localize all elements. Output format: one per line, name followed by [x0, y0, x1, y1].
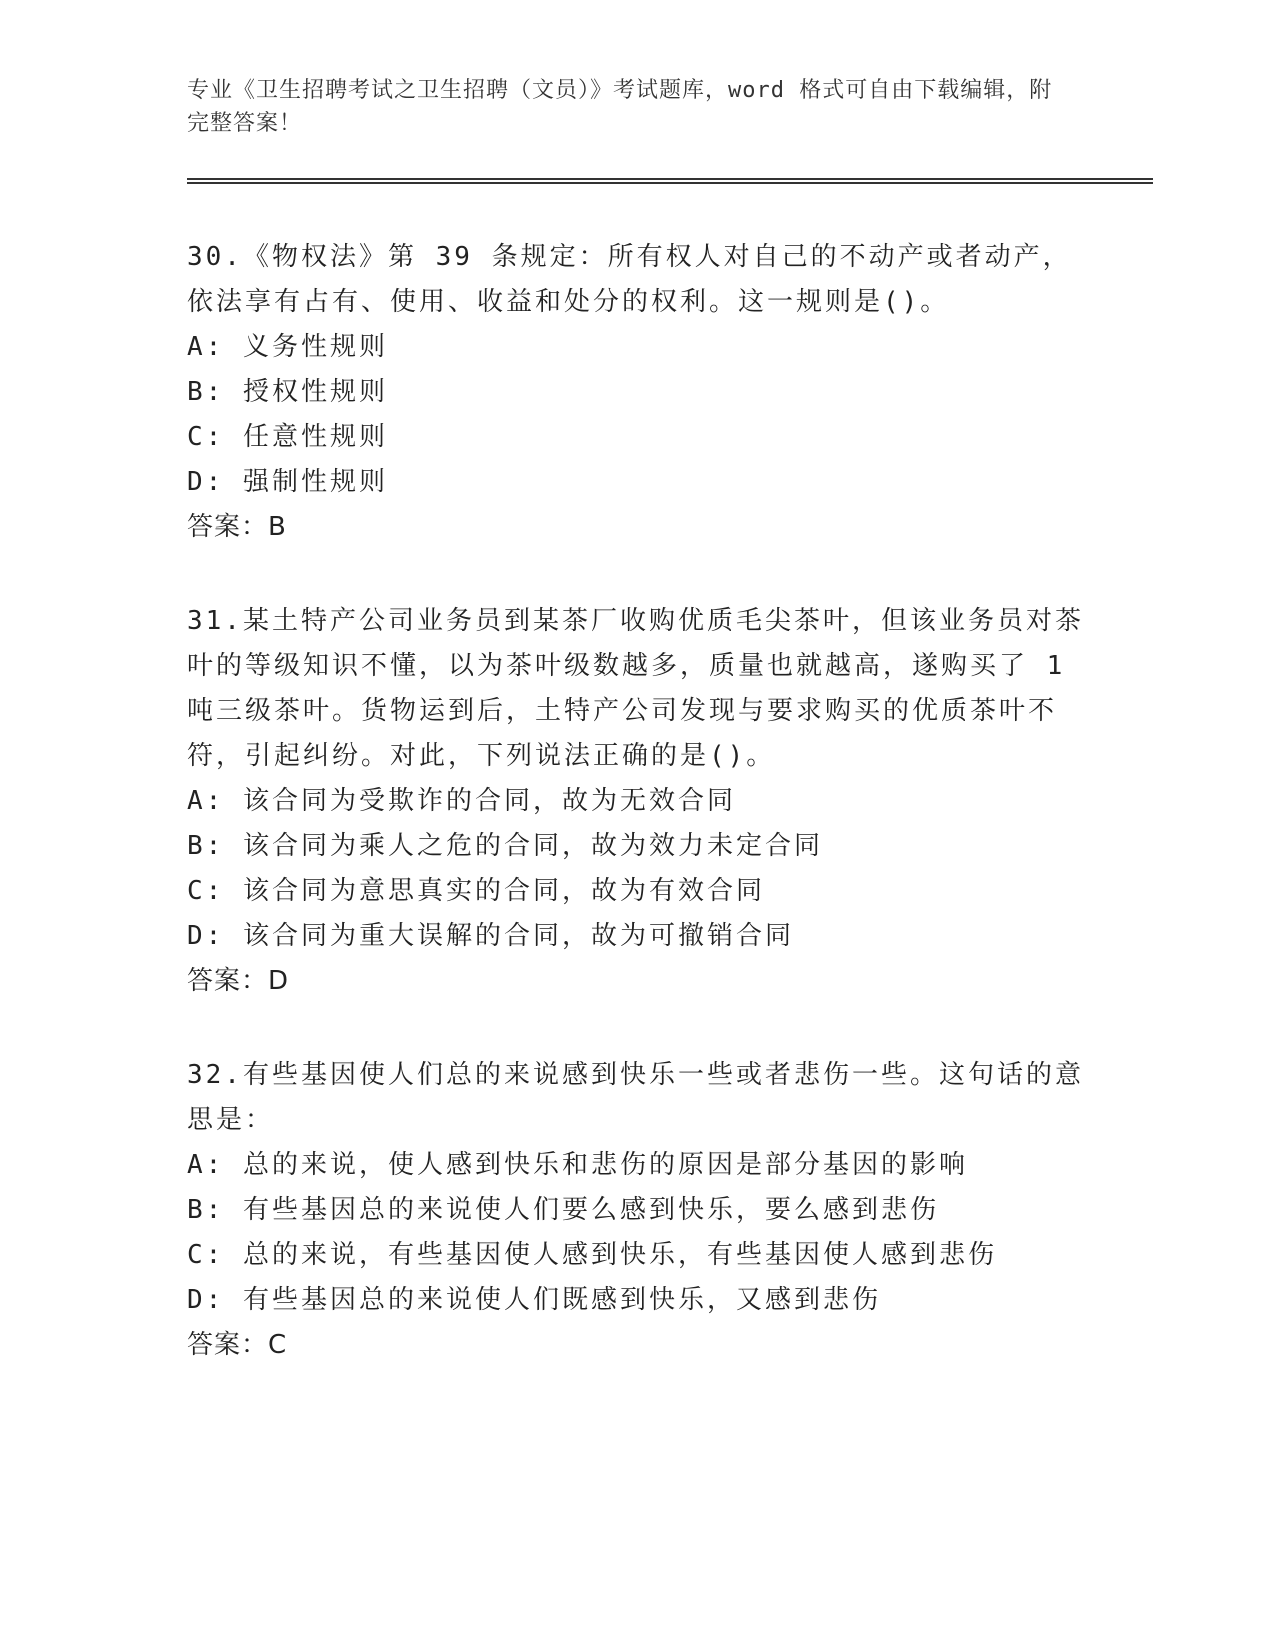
option-d: D: 该合同为重大误解的合同，故为可撤销合同 — [187, 921, 794, 951]
option-c: C: 总的来说，有些基因使人感到快乐，有些基因使人感到悲伤 — [187, 1240, 997, 1270]
header-note: 专业《卫生招聘考试之卫生招聘（文员）》考试题库，word 格式可自由下载编辑，附完整答案！ — [187, 78, 1053, 136]
option-c: C: 该合同为意思真实的合同，故为有效合同 — [187, 876, 765, 906]
option-a: A: 义务性规则 — [187, 332, 388, 362]
option-c: C: 任意性规则 — [187, 422, 388, 452]
header-divider — [187, 178, 1153, 184]
question-30 — [187, 235, 1087, 550]
option-a: A: 总的来说，使人感到快乐和悲伤的原因是部分基因的影响 — [187, 1150, 968, 1180]
option-a: A: 该合同为受欺诈的合同，故为无效合同 — [187, 786, 736, 816]
question-32 — [187, 1053, 1087, 1368]
question-stem: 30.《物权法》第 39 条规定：所有权人对自己的不动产或者动产，依法享有占有、使用、收益和处分的权利。这一规则是()。 — [187, 242, 1072, 317]
answer-line: 答案：C — [187, 1330, 288, 1360]
question-31 — [187, 599, 1087, 1004]
question-stem: 31.某土特产公司业务员到某茶厂收购优质毛尖茶叶，但该业务员对茶叶的等级知识不懂，以为茶叶级数越多，质量也就越高，遂购买了 1 吨三级茶叶。货物运到后，土特产公司发现与要求购买的优质茶叶不符，引起纠纷。对此，下列说法正确的是()。 — [187, 606, 1084, 771]
option-b: B: 授权性规则 — [187, 377, 388, 407]
option-d: D: 有些基因总的来说使人们既感到快乐，又感到悲伤 — [187, 1285, 881, 1315]
answer-line: 答案：D — [187, 966, 290, 996]
option-d: D: 强制性规则 — [187, 467, 388, 497]
option-b: B: 该合同为乘人之危的合同，故为效力未定合同 — [187, 831, 823, 861]
question-stem: 32.有些基因使人们总的来说感到快乐一些或者悲伤一些。这句话的意思是： — [187, 1060, 1084, 1135]
answer-line: 答案：B — [187, 512, 287, 542]
option-b: B: 有些基因总的来说使人们要么感到快乐，要么感到悲伤 — [187, 1195, 939, 1225]
